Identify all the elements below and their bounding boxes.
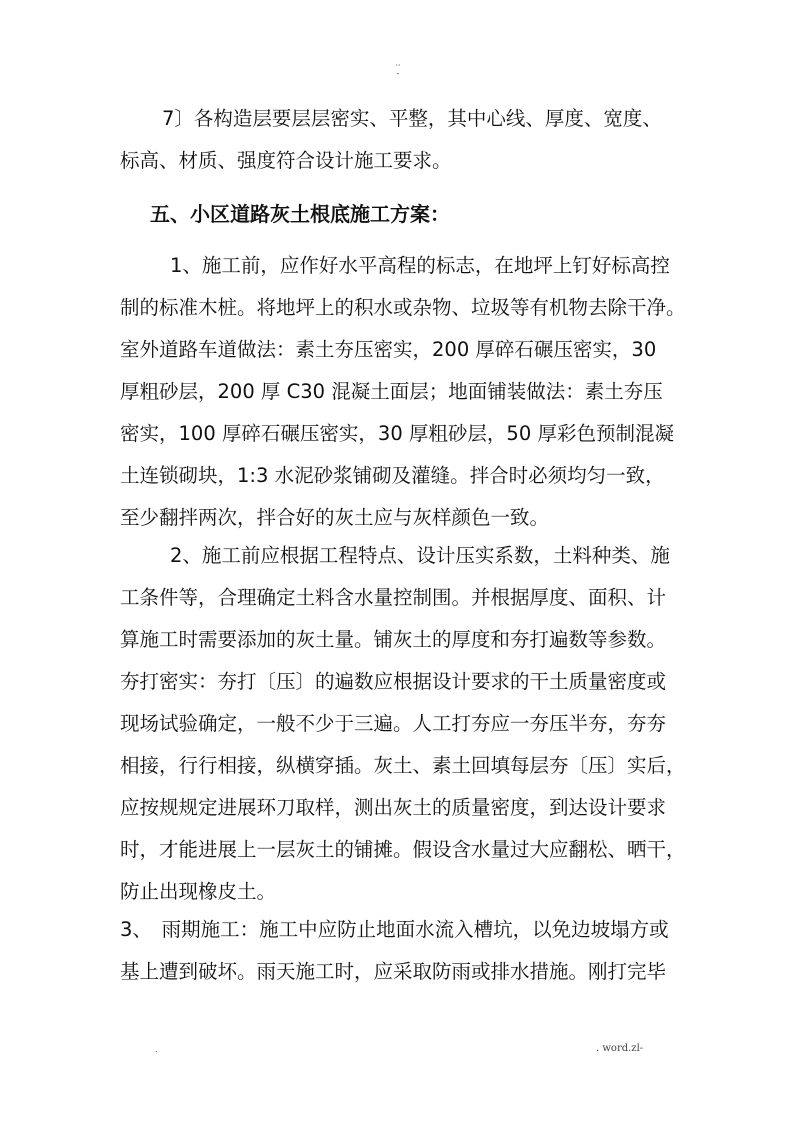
- text-line: 制的标准木桩。将地坪上的积水或杂物、垃圾等有机物去除干净。: [120, 296, 686, 319]
- text-line: 夯打密实：夯打〔压〕的遍数应根据设计要求的干土质量密度或: [120, 670, 667, 693]
- text-line: 工条件等，合理确定土料含水量控制围。并根据厚度、面积、计: [120, 586, 667, 609]
- text-line: 3、 雨期施工：施工中应防止地面水流入槽坑，以免边坡塌方或: [120, 918, 669, 941]
- text-line: 时，才能进展上一层灰土的铺摊。假设含水量过大应翻松、晒干，: [120, 838, 686, 861]
- text-line: 室外道路车道做法：素土夯压密实，200 厚碎石碾压密实，30: [120, 338, 657, 361]
- text-line: 土连锁砌块，1:3 水泥砂浆铺砌及灌缝。拌合时必须均匀一致，: [120, 464, 665, 487]
- text-line: 算施工时需要添加的灰土量。铺灰土的厚度和夯打遍数等参数。: [120, 628, 667, 651]
- text-line: 相接，行行相接，纵横穿插。灰土、素土回填每层夯〔压〕实后，: [120, 754, 686, 777]
- text-line: 标高、材质、强度符合设计施工要求。: [120, 149, 452, 172]
- text-line: 2、施工前应根据工程特点、设计压实系数，土料种类、施: [170, 544, 670, 567]
- paragraph-3: [120, 909, 682, 993]
- paragraph-1: [120, 245, 686, 539]
- footer-watermark: . word.zl-: [596, 1043, 644, 1054]
- text-line: 密实，100 厚碎石碾压密实，30 厚粗砂层，50 厚彩色预制混凝: [120, 422, 674, 445]
- paragraph-2: [120, 535, 686, 913]
- text-line: 厚粗砂层，200 厚 C30 混凝土面层；地面铺装做法：素土夯压: [120, 380, 663, 403]
- footer-left-mark: .: [155, 1045, 158, 1054]
- text-line: 7〕各构造层要层层密实、平整，其中心线、厚度、宽度、: [162, 107, 662, 130]
- text-line: 基上遭到破坏。雨天施工时，应采取防雨或排水措施。刚打完毕: [120, 960, 667, 983]
- header-mark: ·· -: [395, 61, 401, 78]
- text-line: 防止出现橡皮土。: [120, 880, 277, 903]
- text-line: 现场试验确定，一般不少于三遍。人工打夯应一夯压半夯，夯夯: [120, 712, 667, 735]
- text-line: 至少翻拌两次，拌合好的灰土应与灰样颜色一致。: [120, 506, 550, 529]
- section-heading: 五、小区道路灰土根底施工方案：: [150, 202, 450, 226]
- text-line: 应按规规定进展环刀取样，测出灰土的质量密度，到达设计要求: [120, 796, 667, 819]
- text-line: 1、施工前，应作好水平高程的标志，在地坪上钉好标高控: [170, 254, 670, 277]
- item-7-paragraph: [120, 98, 682, 182]
